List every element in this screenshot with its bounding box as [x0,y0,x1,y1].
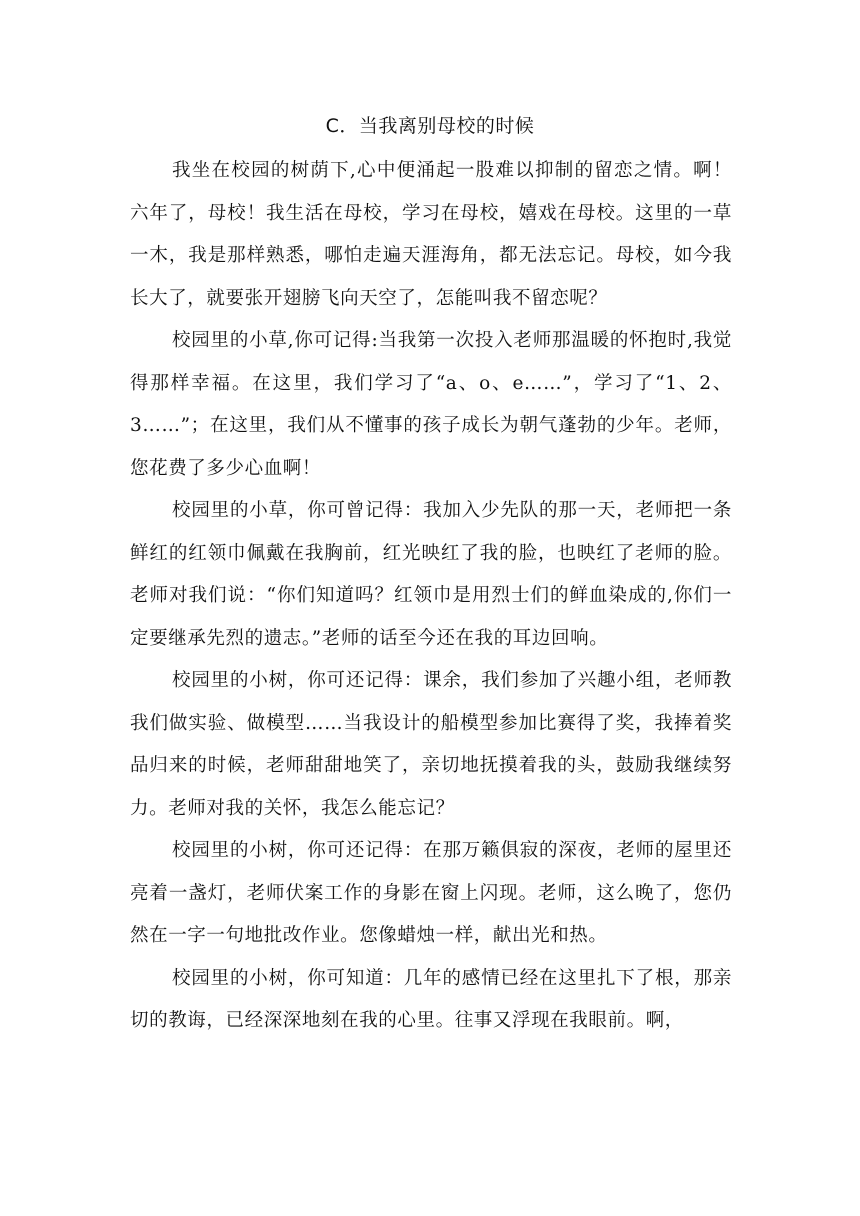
paragraph-4: 校园里的小树，你可还记得：课余，我们参加了兴趣小组，老师教我们做实验、做模型……当我设计的船模型参加比赛得了奖，我捧着奖品归来的时候，老师甜甜地笑了，亲切地抚摸着我的头，鼓励我继续努力。老师对我的关怀，我怎么能忘记？ [130,670,732,819]
paragraph-3: 校园里的小草，你可曾记得：我加入少先队的那一天，老师把一条鲜红的红领巾佩戴在我胸前，红光映红了我的脸，也映红了老师的脸。老师对我们说：“你们知道吗？红领巾是用烈士们的鲜血染成的,你们一定要继承先烈的遗志。”老师的话至今还在我的耳边回响。 [130,500,732,649]
paragraph-6: 校园里的小树，你可知道：几年的感情已经在这里扎下了根，那亲切的教诲，已经深深地刻在我的心里。往事又浮现在我眼前。啊， [130,967,732,1031]
paragraph-1: 我坐在校园的树荫下,心中便涌起一股难以抑制的留恋之情。啊！六年了，母校！我生活在母校，学习在母校，嬉戏在母校。这里的一草一木，我是那样熟悉，哪怕走遍天涯海角，都无法忘记。母校，如今我长大了，就要张开翅膀飞向天空了，怎能叫我不留恋呢？ [130,160,732,309]
document-body [130,150,732,1043]
paragraph-5: 校园里的小树，你可还记得：在那万籁俱寂的深夜，老师的屋里还亮着一盏灯，老师伏案工作的身影在窗上闪现。老师，这么晚了，您仍然在一字一句地批改作业。您像蜡烛一样，献出光和热。 [130,840,732,946]
paragraph-2: 校园里的小草,你可记得:当我第一次投入老师那温暖的怀抱时,我觉得那样幸福。在这里，我们学习了“a、o、e……”，学习了“1、2、3……”；在这里，我们从不懂事的孩子成长为朝气蓬勃的少年。老师，您花费了多少心血啊！ [130,330,732,479]
document-title: C．当我离别母校的时候 [325,115,535,137]
